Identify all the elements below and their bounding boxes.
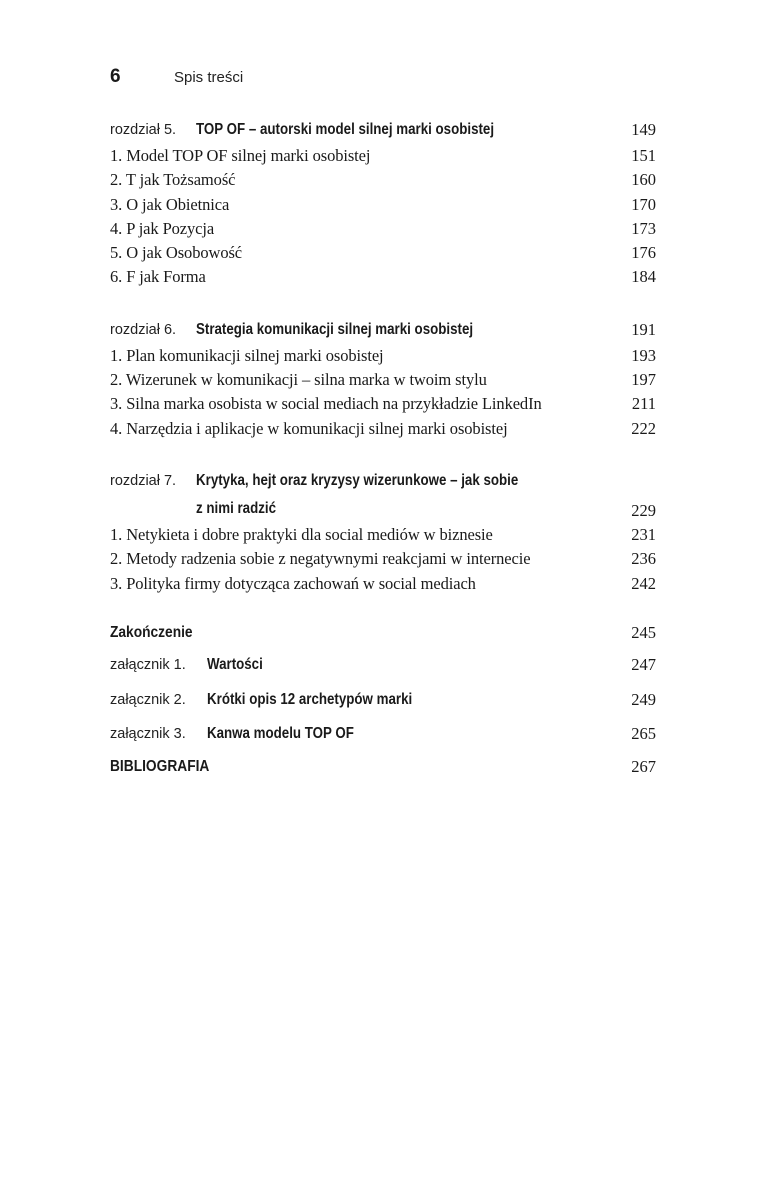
entry-label: 4. Narzędzia i aplikacje w komunikacji silnej marki osobistej: [110, 418, 508, 438]
toc-entry[interactable]: [110, 241, 656, 265]
section-spacer: [110, 596, 656, 618]
page-ref: 267: [631, 756, 656, 776]
page-ref: 151: [631, 146, 656, 165]
appendix-title: Wartości: [207, 655, 263, 673]
chapter-title-line-1: Krytyka, hejt oraz kryzysy wizerunkowe – jak sobie: [196, 471, 519, 489]
entry-label: 2. Metody radzenia sobie z negatywnymi reakcjami w internecie: [110, 549, 531, 569]
entry-label: 5. O jak Osobowość: [110, 243, 243, 263]
page-ref: 191: [631, 319, 656, 339]
page-ref: 176: [631, 243, 656, 263]
entry-label: 3. Silna marka osobista w social mediach na przykładzie LinkedIn: [110, 394, 542, 414]
page-ref: 193: [631, 345, 656, 365]
chapter-title: TOP OF – autorski model silnej marki osobistej: [196, 121, 495, 138]
page-ref: 197: [631, 370, 656, 390]
toc-entry[interactable]: [110, 547, 656, 571]
ending-title: Zakończenie: [110, 623, 193, 641]
entry-label: 1. Netykieta i dobre praktyki dla social mediów w biznesie: [110, 524, 493, 544]
toc-entry[interactable]: [110, 572, 656, 596]
toc-entry[interactable]: [110, 417, 656, 441]
toc-chapter-5[interactable]: [110, 116, 656, 144]
page-ref: 242: [631, 573, 656, 593]
entry-label: 3. O jak Obietnica: [110, 194, 230, 214]
page-number: 6: [110, 66, 121, 87]
toc-chapter-6[interactable]: [110, 316, 656, 344]
page-ref: 149: [631, 120, 656, 139]
running-title: Spis treści: [174, 69, 244, 86]
toc-entry[interactable]: [110, 368, 656, 392]
toc-entry[interactable]: [110, 144, 656, 168]
toc-chapter-7[interactable]: [110, 467, 656, 523]
table-of-contents: [110, 116, 656, 782]
toc-entry[interactable]: [110, 392, 656, 416]
toc-appendix-2[interactable]: [110, 683, 656, 718]
page-ref: 222: [631, 418, 656, 438]
toc-entry[interactable]: [110, 193, 656, 217]
page-ref: 173: [631, 218, 656, 238]
page-ref: 184: [631, 267, 656, 287]
toc-appendix-3[interactable]: [110, 717, 656, 752]
appendix-title: Kanwa modelu TOP OF: [207, 725, 354, 743]
appendix-tag: załącznik 3.: [110, 726, 186, 743]
page-ref: 229: [631, 500, 656, 520]
toc-bibliography[interactable]: [110, 752, 656, 782]
toc-entry[interactable]: [110, 217, 656, 241]
toc-appendix-1[interactable]: [110, 648, 656, 683]
entry-label: 4. P jak Pozycja: [110, 218, 215, 238]
toc-entry[interactable]: [110, 168, 656, 192]
appendix-tag: załącznik 2.: [110, 691, 186, 708]
chapter-tag: rozdział 6.: [110, 321, 177, 338]
page-ref: 247: [631, 654, 656, 674]
bibliography-title: BIBLIOGRAFIA: [110, 757, 210, 775]
appendix-tag: załącznik 1.: [110, 656, 186, 673]
chapter-tag: rozdział 5.: [110, 122, 177, 138]
section-spacer: [110, 441, 656, 467]
page-ref: 236: [631, 549, 656, 569]
chapter-title: [196, 467, 518, 523]
page-ref: 249: [631, 689, 656, 709]
toc-ending[interactable]: [110, 618, 656, 648]
page-ref: 265: [631, 724, 656, 744]
section-spacer: [110, 290, 656, 316]
page-ref: 231: [631, 524, 656, 544]
chapter-tag: rozdział 7.: [110, 472, 177, 489]
toc-entry[interactable]: [110, 523, 656, 547]
page-ref: 245: [631, 622, 656, 642]
appendix-title: Krótki opis 12 archetypów marki: [207, 690, 413, 708]
entry-label: 2. Wizerunek w komunikacji – silna marka w twoim stylu: [110, 370, 487, 390]
entry-label: 6. F jak Forma: [110, 267, 206, 287]
entry-label: 1. Plan komunikacji silnej marki osobistej: [110, 345, 384, 365]
toc-entry[interactable]: [110, 265, 656, 289]
entry-label: 2. T jak Tożsamość: [110, 170, 236, 190]
entry-label: 1. Model TOP OF silnej marki osobistej: [110, 146, 371, 165]
toc-entry[interactable]: [110, 344, 656, 368]
page-ref: 170: [631, 194, 656, 214]
page-ref: 211: [631, 394, 656, 414]
entry-label: 3. Polityka firmy dotycząca zachowań w social mediach: [110, 573, 476, 593]
chapter-title: Strategia komunikacji silnej marki osobistej: [196, 320, 474, 338]
chapter-title-line-2: z nimi radzić: [196, 499, 277, 517]
page-ref: 160: [631, 170, 656, 190]
